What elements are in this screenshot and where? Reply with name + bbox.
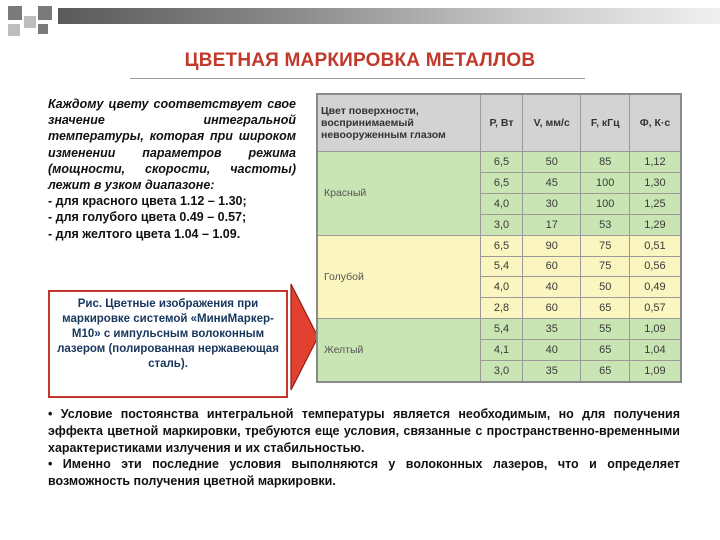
range-item-blue: - для голубого цвета 0.49 – 0.57; bbox=[48, 210, 247, 225]
table-cell: 100 bbox=[581, 193, 629, 214]
table-cell: 5,4 bbox=[481, 319, 523, 340]
table-cell: 5,4 bbox=[481, 256, 523, 277]
table-cell: 85 bbox=[581, 152, 629, 173]
header-integral-temperature: Ф, К·с bbox=[629, 94, 681, 152]
marking-parameters-table bbox=[316, 93, 682, 383]
range-item-red: - для красного цвета 1.12 – 1.30; bbox=[48, 194, 247, 209]
table-cell: 1,25 bbox=[629, 193, 681, 214]
table-cell: 0,56 bbox=[629, 256, 681, 277]
table-row bbox=[317, 235, 681, 256]
table-cell: 55 bbox=[581, 319, 629, 340]
group-label-blue: Голубой bbox=[317, 235, 481, 319]
header-frequency: F, кГц bbox=[581, 94, 629, 152]
bullet-item: • Именно эти последние условия выполняются у волоконных лазеров, что и определяет возможность получения цветной маркировки. bbox=[48, 457, 680, 489]
decor-square bbox=[24, 16, 36, 28]
bullet-item: • Условие постоянства интегральной температуры является необходимым, но для получения эффекта цветной маркировки, требуются еще условия, связанные с пространственно-временными характеристиками излучения и их стабильностью. bbox=[48, 407, 680, 455]
table-cell: 4,0 bbox=[481, 277, 523, 298]
table-cell: 1,09 bbox=[629, 361, 681, 382]
table-cell: 45 bbox=[522, 172, 581, 193]
table-cell: 1,04 bbox=[629, 340, 681, 361]
table-cell: 0,51 bbox=[629, 235, 681, 256]
table-cell: 53 bbox=[581, 214, 629, 235]
table-cell: 1,09 bbox=[629, 319, 681, 340]
table-cell: 6,5 bbox=[481, 235, 523, 256]
table-cell: 1,30 bbox=[629, 172, 681, 193]
table-cell: 75 bbox=[581, 256, 629, 277]
decor-square bbox=[38, 24, 48, 34]
slide-title: ЦВЕТНАЯ МАРКИРОВКА МЕТАЛЛОВ bbox=[184, 50, 536, 71]
group-label-red: Красный bbox=[317, 152, 481, 236]
table-cell: 0,49 bbox=[629, 277, 681, 298]
table-cell: 75 bbox=[581, 235, 629, 256]
table-cell: 30 bbox=[522, 193, 581, 214]
table-header-row bbox=[317, 94, 681, 152]
header-speed: V, мм/с bbox=[522, 94, 581, 152]
table-cell: 90 bbox=[522, 235, 581, 256]
table-cell: 17 bbox=[522, 214, 581, 235]
table-cell: 100 bbox=[581, 172, 629, 193]
header-power: Р, Вт bbox=[481, 94, 523, 152]
decor-square bbox=[8, 24, 20, 36]
decor-square bbox=[38, 6, 52, 20]
intro-text-block bbox=[48, 96, 296, 242]
table-cell: 60 bbox=[522, 298, 581, 319]
table-cell: 40 bbox=[522, 340, 581, 361]
table-cell: 0,57 bbox=[629, 298, 681, 319]
decorative-header bbox=[0, 0, 720, 40]
table-cell: 65 bbox=[581, 361, 629, 382]
table-cell: 1,29 bbox=[629, 214, 681, 235]
table-cell: 6,5 bbox=[481, 152, 523, 173]
title-underline bbox=[130, 78, 585, 79]
table-cell: 3,0 bbox=[481, 361, 523, 382]
table-cell: 65 bbox=[581, 298, 629, 319]
table-cell: 65 bbox=[581, 340, 629, 361]
table-cell: 2,8 bbox=[481, 298, 523, 319]
table-cell: 3,0 bbox=[481, 214, 523, 235]
table-row bbox=[317, 152, 681, 173]
table-cell: 60 bbox=[522, 256, 581, 277]
table-row bbox=[317, 319, 681, 340]
conclusion-block bbox=[48, 406, 680, 490]
header-gradient-stripe bbox=[58, 8, 720, 24]
table-cell: 6,5 bbox=[481, 172, 523, 193]
range-item-yellow: - для желтого цвета 1.04 – 1.09. bbox=[48, 226, 241, 241]
table-cell: 35 bbox=[522, 361, 581, 382]
table-cell: 1,12 bbox=[629, 152, 681, 173]
group-label-yellow: Желтый bbox=[317, 319, 481, 382]
table-cell: 50 bbox=[522, 152, 581, 173]
header-color: Цвет поверхности, воспринимаемый невооруженным глазом bbox=[317, 94, 481, 152]
table-cell: 4,1 bbox=[481, 340, 523, 361]
table-cell: 4,0 bbox=[481, 193, 523, 214]
table-cell: 50 bbox=[581, 277, 629, 298]
table-cell: 40 bbox=[522, 277, 581, 298]
decor-square bbox=[8, 6, 22, 20]
figure-caption: Рис. Цветные изображения при маркировке системой «МиниМаркер-М10» с импульсным волоконным лазером (полированная нержавеющая сталь). bbox=[48, 290, 288, 398]
table-cell: 35 bbox=[522, 319, 581, 340]
intro-paragraph: Каждому цвету соответствует свое значение интегральной температуры, которая при широком изменении параметров режима (мощности, скорости, частоты) лежит в узком диапазоне: bbox=[48, 97, 296, 193]
